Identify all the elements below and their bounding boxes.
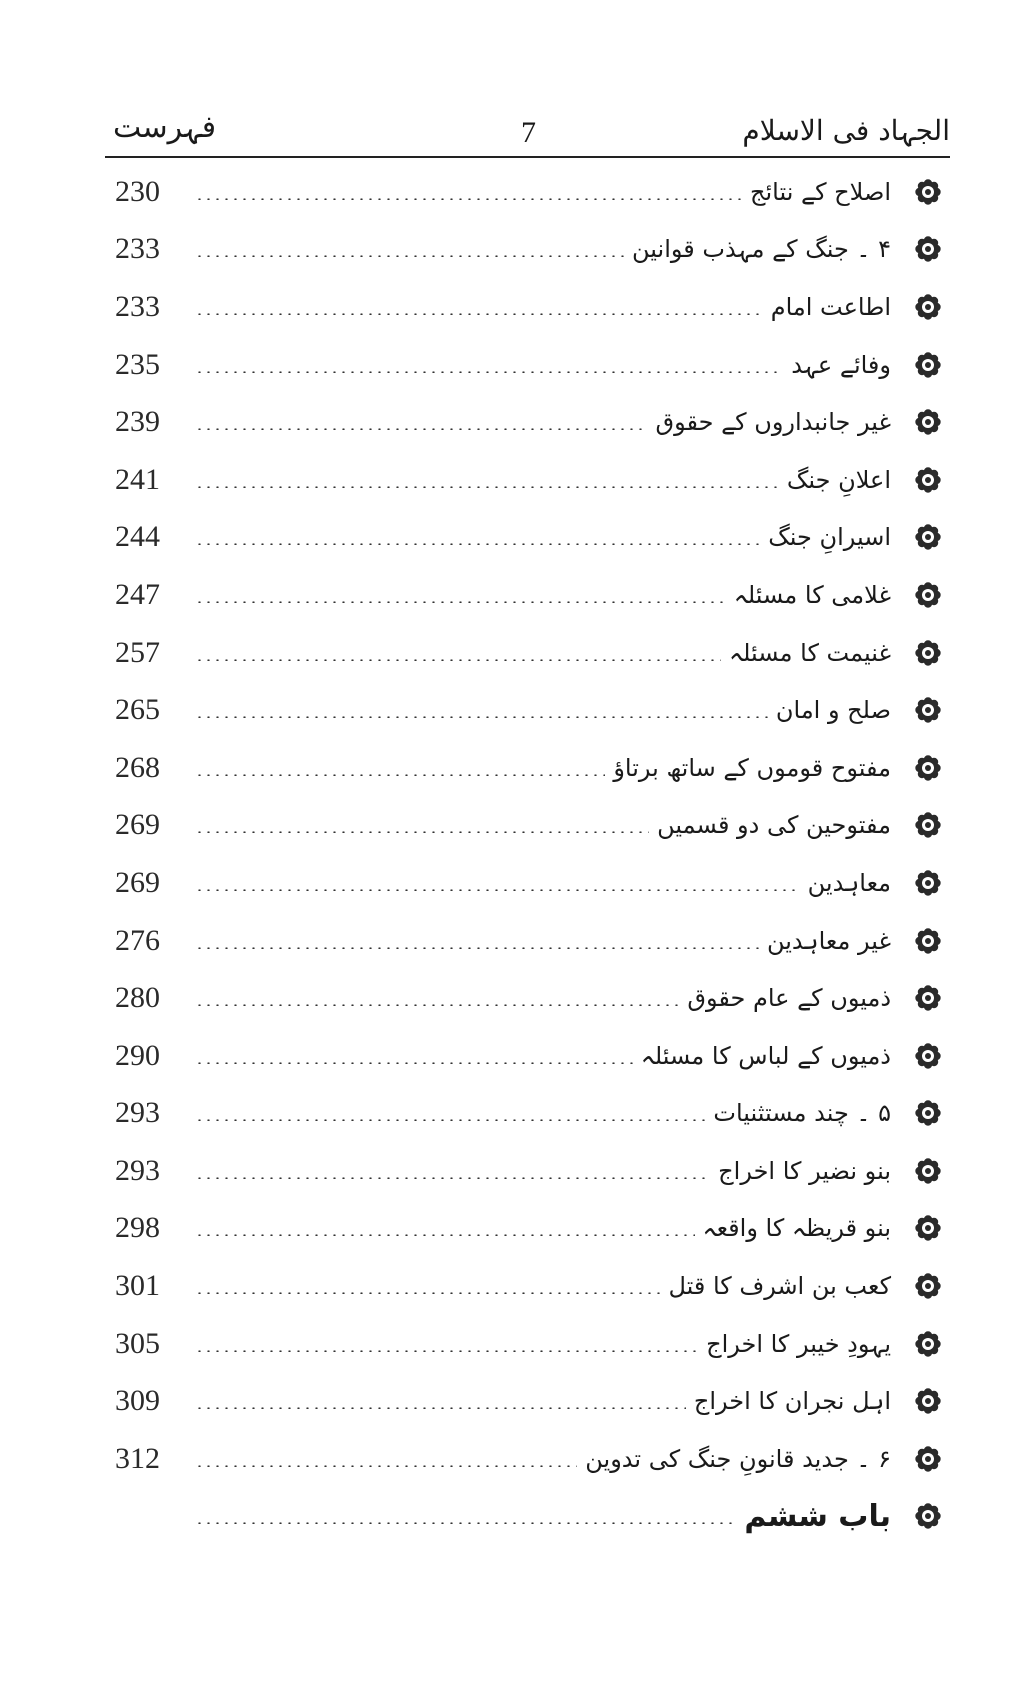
dot-leader — [195, 198, 742, 200]
toc-page-number: 230 — [115, 174, 160, 208]
dot-leader — [195, 543, 760, 545]
toc-entry — [115, 163, 955, 221]
toc-page-number: 290 — [115, 1038, 160, 1072]
toc-entry-title: معاہدین — [807, 868, 891, 897]
flower-bullet-icon — [911, 348, 945, 382]
dot-leader — [195, 1177, 710, 1179]
flower-bullet-icon — [911, 924, 945, 958]
toc-entry-title: صلح و امان — [775, 696, 891, 725]
toc-entry-title: غنیمت کا مسئلہ — [729, 638, 891, 667]
dot-leader — [195, 313, 763, 315]
flower-bullet-icon — [911, 636, 945, 670]
toc-page-number: 298 — [115, 1211, 160, 1245]
dot-leader — [195, 1407, 686, 1409]
toc-entry-title: ۵ ۔ چند مستثنیات — [713, 1099, 891, 1128]
book-title: الجہاد فی الاسلام — [742, 114, 950, 147]
toc-entry-title: ۴ ۔ جنگ کے مہذب قوانین — [632, 235, 891, 264]
dot-leader — [195, 774, 605, 776]
page-number: 7 — [521, 116, 536, 149]
toc-page-number: 268 — [115, 750, 160, 784]
toc-page-number: 257 — [115, 635, 160, 669]
flower-bullet-icon — [911, 520, 945, 554]
toc-page-number: 265 — [115, 693, 160, 727]
toc-entry — [115, 1488, 955, 1546]
toc-page-number: 247 — [115, 577, 160, 611]
dot-leader — [195, 716, 768, 718]
header-rule — [105, 156, 950, 158]
toc-page-number: 239 — [115, 405, 160, 439]
dot-leader — [195, 947, 759, 949]
flower-bullet-icon — [911, 405, 945, 439]
toc-entry — [115, 912, 955, 970]
toc-page-number: 244 — [115, 520, 160, 554]
toc-entry-title: وفائے عہد — [791, 350, 891, 379]
dot-leader — [195, 1062, 633, 1064]
toc-page-number: 269 — [115, 808, 160, 842]
flower-bullet-icon — [911, 1327, 945, 1361]
toc-entry-title: باب ششم — [744, 1498, 891, 1534]
toc-page-number: 269 — [115, 865, 160, 899]
toc-entry — [115, 1085, 955, 1143]
toc-page-number: 312 — [115, 1441, 160, 1475]
dot-leader — [195, 1234, 695, 1236]
toc-entry-title: اعلانِ جنگ — [786, 465, 891, 494]
toc-entry-title: ذمیوں کے لباس کا مسئلہ — [640, 1041, 891, 1070]
dot-leader — [195, 1004, 679, 1006]
toc-entry — [115, 1200, 955, 1258]
toc-entry — [115, 1430, 955, 1488]
toc-entry-title: یہودِ خیبر کا اخراج — [706, 1329, 891, 1358]
toc-page-number: 301 — [115, 1269, 160, 1303]
toc-entry-title: مفتوح قوموں کے ساتھ برتاؤ — [613, 753, 891, 782]
toc-entry-title: اہل نجران کا اخراج — [693, 1387, 891, 1416]
toc-entry — [115, 624, 955, 682]
toc-page-number: 305 — [115, 1326, 160, 1360]
toc-page-number: 293 — [115, 1153, 160, 1187]
toc-entry-title: کعب بن اشرف کا قتل — [668, 1272, 891, 1301]
toc-entry — [115, 1372, 955, 1430]
toc-entry-title: ۶ ۔ جدید قانونِ جنگ کی تدوین — [585, 1444, 891, 1473]
toc-page-number: 233 — [115, 289, 160, 323]
flower-bullet-icon — [911, 751, 945, 785]
dot-leader — [195, 1522, 736, 1524]
flower-bullet-icon — [911, 463, 945, 497]
toc-page-number: 309 — [115, 1384, 160, 1418]
toc-entry — [115, 854, 955, 912]
flower-bullet-icon — [911, 175, 945, 209]
flower-bullet-icon — [911, 290, 945, 324]
toc-entry — [115, 1257, 955, 1315]
toc-entry-title: اسیرانِ جنگ — [768, 523, 891, 552]
flower-bullet-icon — [911, 1211, 945, 1245]
table-of-contents — [115, 163, 955, 1545]
dot-leader — [195, 486, 779, 488]
flower-bullet-icon — [911, 1269, 945, 1303]
dot-leader — [195, 371, 783, 373]
toc-entry — [115, 1142, 955, 1200]
dot-leader — [195, 428, 647, 430]
toc-entry-title: غیر معاہدین — [766, 926, 891, 955]
toc-entry-title: اطاعت امام — [770, 292, 891, 321]
flower-bullet-icon — [911, 1154, 945, 1188]
dot-leader — [195, 831, 649, 833]
flower-bullet-icon — [911, 1384, 945, 1418]
toc-entry — [115, 278, 955, 336]
toc-entry — [115, 336, 955, 394]
toc-entry — [115, 566, 955, 624]
toc-entry — [115, 221, 955, 279]
toc-page-number: 241 — [115, 462, 160, 496]
flower-bullet-icon — [911, 866, 945, 900]
dot-leader — [195, 659, 721, 661]
toc-page-number: 280 — [115, 981, 160, 1015]
toc-entry-title: اصلاح کے نتائج — [749, 177, 891, 206]
section-title: فہرست — [113, 110, 217, 145]
dot-leader — [195, 1350, 698, 1352]
toc-entry-title: غلامی کا مسئلہ — [733, 580, 891, 609]
toc-page-number: 276 — [115, 923, 160, 957]
toc-entry — [115, 393, 955, 451]
toc-entry — [115, 451, 955, 509]
flower-bullet-icon — [911, 1039, 945, 1073]
toc-entry — [115, 1315, 955, 1373]
toc-entry-title: بنو قریظہ کا واقعہ — [702, 1214, 891, 1243]
toc-page-number: 233 — [115, 232, 160, 266]
dot-leader — [195, 1119, 705, 1121]
toc-page-number: 293 — [115, 1096, 160, 1130]
dot-leader — [195, 1465, 577, 1467]
dot-leader — [195, 1292, 660, 1294]
toc-entry — [115, 681, 955, 739]
toc-entry-title: غیر جانبداروں کے حقوق — [655, 408, 891, 437]
toc-entry-title: مفتوحین کی دو قسمیں — [657, 811, 891, 840]
toc-entry — [115, 739, 955, 797]
toc-entry-title: بنو نضیر کا اخراج — [718, 1156, 891, 1185]
toc-entry — [115, 797, 955, 855]
dot-leader — [195, 255, 624, 257]
dot-leader — [195, 889, 800, 891]
page-header — [105, 110, 950, 158]
toc-entry-title: ذمیوں کے عام حقوق — [687, 984, 891, 1013]
flower-bullet-icon — [911, 1442, 945, 1476]
toc-page-number: 235 — [115, 347, 160, 381]
flower-bullet-icon — [911, 232, 945, 266]
toc-entry — [115, 969, 955, 1027]
flower-bullet-icon — [911, 1096, 945, 1130]
flower-bullet-icon — [911, 578, 945, 612]
flower-bullet-icon — [911, 1499, 945, 1533]
toc-entry — [115, 1027, 955, 1085]
flower-bullet-icon — [911, 808, 945, 842]
flower-bullet-icon — [911, 693, 945, 727]
toc-entry — [115, 509, 955, 567]
flower-bullet-icon — [911, 981, 945, 1015]
dot-leader — [195, 601, 726, 603]
